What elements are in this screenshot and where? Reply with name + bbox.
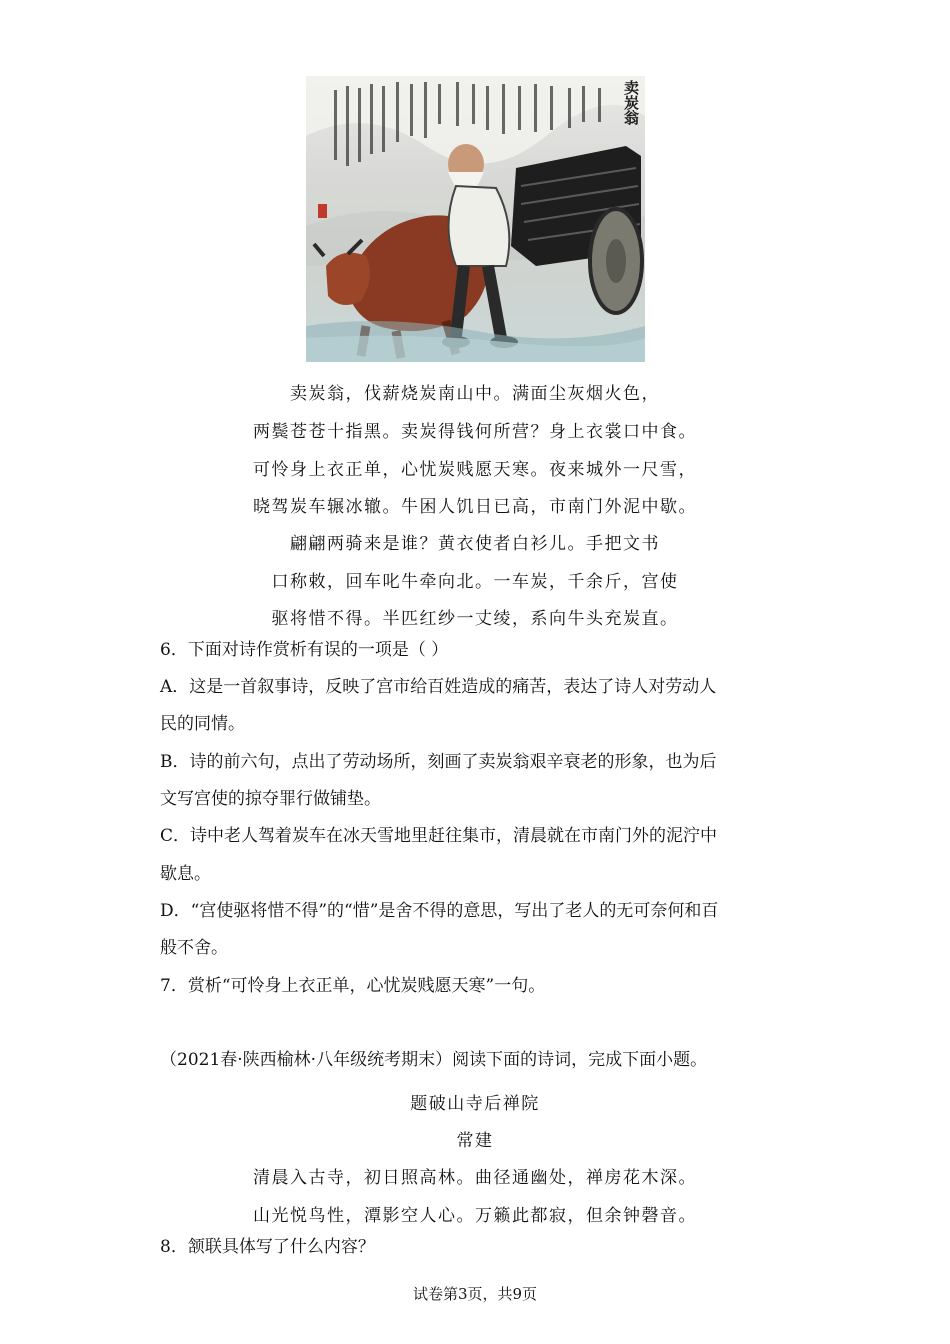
option-d-line2: 般不舍。 <box>160 938 228 958</box>
question-6-stem: 6．下面对诗作赏析有误的一项是（ ） <box>160 640 449 660</box>
option-c-line1: C．诗中老人驾着炭车在冰天雪地里赶往集市，清晨就在市南门外的泥泞中 <box>160 826 718 846</box>
poem2-title: 题破山寺后禅院 <box>410 1094 540 1114</box>
option-d-line1: D．“宫使驱将惜不得”的“惜”是舍不得的意思，写出了老人的无可奈何和百 <box>160 901 719 921</box>
poem2-line: 山光悦鸟性，潭影空人心。万籁此都寂，但余钟磬音。 <box>253 1206 697 1226</box>
poem-line: 卖炭翁，伐薪烧炭南山中。满面尘灰烟火色， <box>290 384 660 404</box>
painting-title: 卖炭翁 <box>622 80 640 125</box>
option-b-line1: B．诗的前六句，点出了劳动场所，刻画了卖炭翁艰辛衰老的形象，也为后 <box>160 752 717 772</box>
question-7: 7．赏析“可怜身上衣正单，心忧炭贱愿天寒”一句。 <box>160 976 546 996</box>
question-8: 8．颔联具体写了什么内容？ <box>160 1237 375 1257</box>
option-c-line2: 歇息。 <box>160 864 211 884</box>
painting-artwork <box>306 76 645 362</box>
page-footer: 试卷第3页，共9页 <box>412 1285 538 1303</box>
poem-line: 翩翩两骑来是谁？黄衣使者白衫儿。手把文书 <box>290 534 660 554</box>
option-a-line1: A．这是一首叙事诗，反映了宫市给百姓造成的痛苦，表达了诗人对劳动人 <box>160 677 717 697</box>
poem2-line: 清晨入古寺，初日照高林。曲径通幽处，禅房花木深。 <box>253 1168 697 1188</box>
poem-line: 驱将惜不得。半匹红纱一丈绫，系向牛头充炭直。 <box>271 609 679 629</box>
poem-line: 晓驾炭车辗冰辙。牛困人饥日已高，市南门外泥中歇。 <box>253 497 697 517</box>
poem-line: 可怜身上衣正单，心忧炭贱愿天寒。夜来城外一尺雪， <box>253 460 697 480</box>
option-b-line2: 文写宫使的掠夺罪行做铺垫。 <box>160 789 381 809</box>
painting-illustration <box>306 76 645 362</box>
option-a-line2: 民的同情。 <box>160 714 245 734</box>
section-intro: （2021春·陕西榆林·八年级统考期末）阅读下面的诗词，完成下面小题。 <box>160 1050 708 1070</box>
poem-line: 两鬓苍苍十指黑。卖炭得钱何所营？身上衣裳口中食。 <box>253 422 697 442</box>
poem2-author: 常建 <box>456 1131 494 1151</box>
poem-line: 口称敕，回车叱牛牵向北。一车炭，千余斤，宫使 <box>271 572 679 592</box>
